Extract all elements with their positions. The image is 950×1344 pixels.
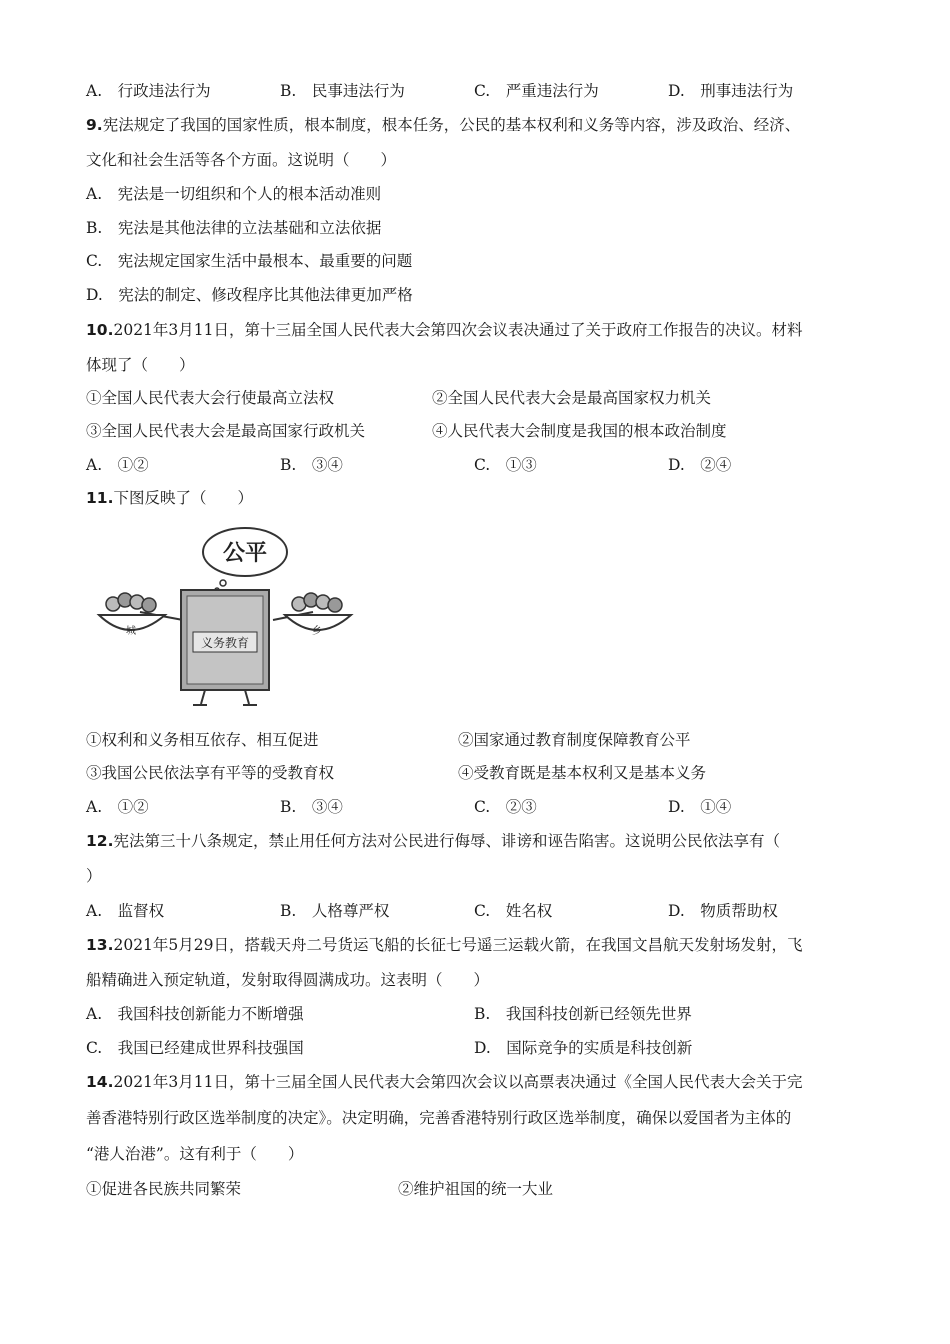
q9-option-d: D. 宪法的制定、修改程序比其他法律更加严格 (86, 286, 413, 304)
q12-stem-text-2: ） (86, 867, 102, 885)
q13-stem-text-2: 船精确进入预定轨道，发射取得圆满成功。这表明（ ） (86, 971, 490, 989)
left-bowl-label: 城 (126, 626, 136, 637)
q14-item-2: ②维护祖国的统一大业 (398, 1180, 554, 1198)
q13-number: 13. (86, 936, 114, 954)
q9-option-b: B. 宪法是其他法律的立法基础和立法依据 (86, 219, 382, 237)
fairness-cartoon (95, 520, 365, 710)
q14-number: 14. (86, 1073, 114, 1091)
q14-stem-text-2: 善香港特别行政区选举制度的决定》。决定明确，完善香港特别行政区选举制度，确保以爱国者为主体的 (86, 1109, 792, 1127)
q11-option-c: C. ②③ (474, 798, 537, 816)
q13-option-d: D. 国际竞争的实质是科技创新 (474, 1039, 693, 1057)
left-bowl (99, 593, 165, 637)
q12-option-d: D. 物质帮助权 (668, 902, 778, 920)
q10-option-c: C. ①③ (474, 456, 537, 474)
q10-item-4: ④人民代表大会制度是我国的根本政治制度 (432, 422, 727, 440)
q14-stem (86, 1071, 803, 1093)
q11-item-2: ②国家通过教育制度保障教育公平 (458, 731, 691, 749)
q10-stem-text-1: 2021年3月11日，第十三届全国人民代表大会第四次会议表决通过了关于政府工作报告的决议。材料 (113, 321, 803, 339)
q13-option-b: B. 我国科技创新已经领先世界 (474, 1005, 692, 1023)
q12-stem (86, 830, 780, 852)
q11-stem (86, 487, 253, 509)
right-bowl (285, 593, 351, 637)
q13-option-a: A. 我国科技创新能力不断增强 (86, 1005, 304, 1023)
q9-stem-text-2: 文化和社会生活等各个方面。这说明（ ） (86, 151, 397, 169)
q14-stem-text-1: 2021年3月11日，第十三届全国人民代表大会第四次会议以高票表决通过《全国人民代表大会关于完 (113, 1073, 803, 1091)
q14-stem-text-3: “港人治港”。这有利于（ ） (86, 1145, 304, 1163)
q13-option-c: C. 我国已经建成世界科技强国 (86, 1039, 304, 1057)
q10-item-2: ②全国人民代表大会是最高国家权力机关 (432, 389, 712, 407)
right-bowl-label: 乡 (312, 626, 322, 637)
q11-number: 11. (86, 489, 114, 507)
q11-item-4: ④受教育既是基本权利又是基本义务 (458, 764, 707, 782)
q8-option-c: C. 严重违法行为 (474, 82, 599, 100)
q12-option-c: C. 姓名权 (474, 902, 553, 920)
q10-item-1: ①全国人民代表大会行使最高立法权 (86, 389, 335, 407)
q12-stem-text-1: 宪法第三十八条规定，禁止用任何方法对公民进行侮辱、诽谤和诬告陷害。这说明公民依法享有（ (113, 832, 780, 850)
book-label: 义务教育 (200, 636, 250, 650)
q14-item-1: ①促进各民族共同繁荣 (86, 1180, 242, 1198)
q9-option-c: C. 宪法规定国家生活中最根本、最重要的问题 (86, 252, 413, 270)
q9-stem (86, 114, 800, 136)
q8-option-a: A. 行政违法行为 (86, 82, 211, 100)
q11-item-1: ①权利和义务相互依存、相互促进 (86, 731, 319, 749)
q10-stem-text-2: 体现了（ ） (86, 356, 195, 374)
q12-option-a: A. 监督权 (86, 902, 165, 920)
q12-option-b: B. 人格尊严权 (280, 902, 390, 920)
q11-item-3: ③我国公民依法享有平等的受教育权 (86, 764, 335, 782)
q12-number: 12. (86, 832, 114, 850)
q11-stem-text-1: 下图反映了（ ） (113, 489, 253, 507)
q9-stem-text-1: 宪法规定了我国的国家性质，根本制度，根本任务，公民的基本权利和义务等内容，涉及政治、经济、 (102, 116, 801, 134)
q13-stem (86, 934, 803, 956)
q10-number: 10. (86, 321, 114, 339)
q10-option-a: A. ①② (86, 456, 149, 474)
bubble-text: 公平 (222, 541, 268, 566)
q9-option-a: A. 宪法是一切组织和个人的根本活动准则 (86, 185, 382, 203)
q11-option-a: A. ①② (86, 798, 149, 816)
q8-option-d: D. 刑事违法行为 (668, 82, 794, 100)
book-figure (181, 590, 269, 705)
q11-option-b: B. ③④ (280, 798, 343, 816)
q8-option-b: B. 民事违法行为 (280, 82, 405, 100)
q10-stem (86, 319, 803, 341)
q10-option-b: B. ③④ (280, 456, 343, 474)
q10-option-d: D. ②④ (668, 456, 732, 474)
q11-option-d: D. ①④ (668, 798, 732, 816)
q10-item-3: ③全国人民代表大会是最高国家行政机关 (86, 422, 366, 440)
q13-stem-text-1: 2021年5月29日，搭载天舟二号货运飞船的长征七号遥三运载火箭，在我国文昌航天发射场发射，飞 (113, 936, 803, 954)
q9-number: 9. (86, 116, 103, 134)
